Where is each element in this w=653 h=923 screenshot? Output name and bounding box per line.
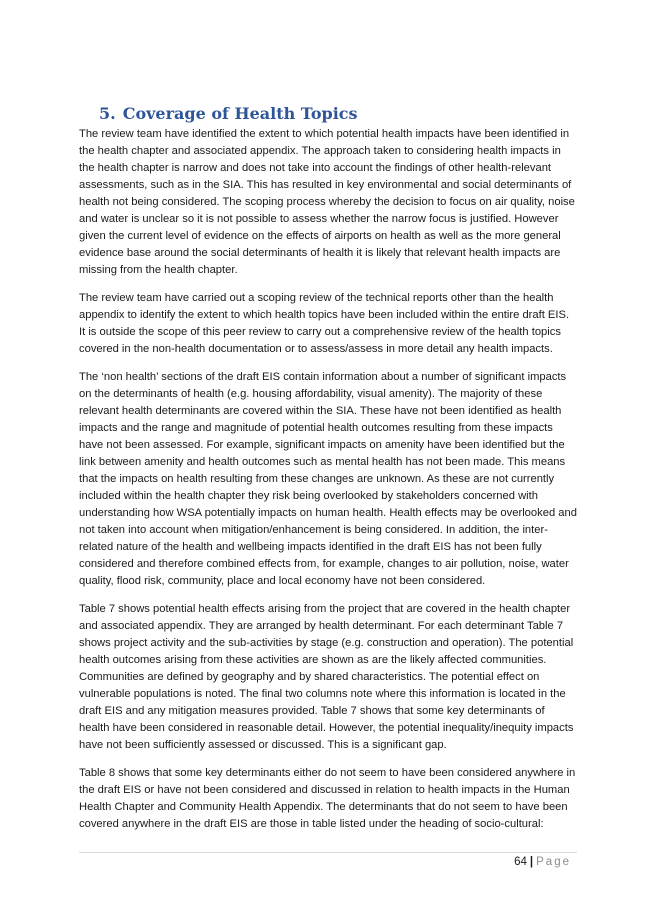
paragraph-1: The review team have identified the extent to which potential health impacts have been identified in the health chapter and associated appendix. The approach taken to considering health impacts in the health chapter is narrow and does not take into account the findings of other health-relevant assessments, such as in the SIA. This has resulted in key environmental and social determinants of health not being considered. The scoping process whereby the decision to focus on air quality, noise and water is unclear so it is not possible to assess whether the narrow focus is justified. However given the current level of evidence on the effects of airports on health as well as the more general evidence base around the social determinants of health it is likely that relevant health impacts are missing from the health chapter. <box>79 128 575 276</box>
page-footer <box>514 856 571 868</box>
page-label: Page <box>536 856 571 868</box>
section-heading <box>99 104 358 123</box>
section-title: Coverage of Health Topics <box>122 104 358 123</box>
page-number: 64 <box>514 856 527 868</box>
paragraph-3: The ‘non health’ sections of the draft EIS contain information about a number of significant impacts on the determinants of health (e.g. housing affordability, visual amenity). The majority of these relevant health determinants are covered within the SIA. These have not been identified as health impacts and the range and magnitude of potential health outcomes resulting from these impacts have not been assessed. For example, significant impacts on amenity have been identified but the link between amenity and health outcomes such as mental health has not been made. This means that the impacts on health resulting from these changes are unknown. As these are not currently included within the health chapter they risk being overlooked by stakeholders concerned with understanding how WSA potentially impacts on human health. Health effects may be overlooked and not taken into account when mitigation/enhancement is being considered. In addition, the inter-related nature of the health and wellbeing impacts identified in the draft EIS has not been fully considered and therefore combined effects from, for example, changes to air pollution, noise, water quality, flood risk, community, place and local economy have not been considered. <box>79 371 577 587</box>
paragraph-2: The review team have carried out a scoping review of the technical reports other than the health appendix to identify the extent to which health topics have been included within the entire draft EIS. It is outside the scope of this peer review to carry out a comprehensive review of the health topics covered in the non-health documentation or to assess/assess in more detail any health impacts. <box>79 292 570 355</box>
section-number: 5. <box>99 104 116 123</box>
paragraph-4: Table 7 shows potential health effects arising from the project that are covered in the health chapter and associated appendix. They are arranged by health determinant. For each determinant Table 7 shows project activity and the sub-activities by stage (e.g. construction and operation). The potential health outcomes arising from these activities are shown as are the likely affected communities. Communities are defined by geography and by shared characteristics. The potential effect on vulnerable populations is noted. The final two columns note where this information is located in the draft EIS and any mitigation measures provided. Table 7 shows that some key determinants of health have been considered in reasonable detail. However, the potential inequality/inequity impacts have not been sufficiently assessed or discussed. This is a significant gap. <box>79 603 574 751</box>
footer-separator: | <box>529 856 534 868</box>
footer-divider <box>79 852 577 853</box>
body-text <box>79 126 577 844</box>
paragraph-5: Table 8 shows that some key determinants either do not seem to have been considered anywhere in the draft EIS or have not been considered and discussed in relation to health impacts in the Human Health Chapter and Community Health Appendix. The determinants that do not seem to have been covered anywhere in the draft EIS are those in table listed under the heading of socio-cultural: <box>79 767 576 830</box>
